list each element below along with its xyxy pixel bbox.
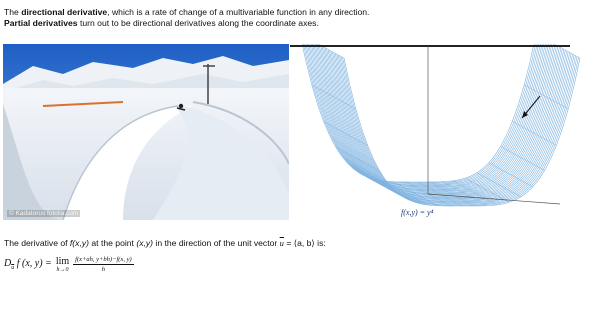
statement-function: f(x,y) [69, 238, 90, 248]
formula-lim-subscript: h→0 [56, 267, 69, 273]
formula-d-subscript: u [11, 265, 15, 271]
unit-vector-symbol: $\overline{u}$ [279, 238, 284, 248]
intro-line-1 [4, 7, 369, 18]
halfpipe-photo [3, 44, 289, 220]
surface-mesh-line [315, 44, 551, 190]
statement-mid2: in the direction of the unit vector [153, 238, 280, 248]
formula-lhs [4, 258, 52, 271]
surface-y4-graph [290, 44, 590, 220]
statement-equation: = ⟨a, b⟩ is: [283, 238, 326, 248]
formula-d: D [4, 258, 12, 269]
intro-line-1-prefix: The [4, 7, 22, 17]
surface-mesh-line [318, 44, 554, 192]
directional-derivative-term: directional derivative [21, 7, 108, 17]
statement-mid: at the point [89, 238, 137, 248]
surface-mesh-line [316, 44, 552, 191]
formula-lhs-rest: f (x, y) = [16, 258, 52, 269]
photo-credit: © Kadatorus fotolia.com [9, 210, 79, 217]
halfpipe-illustration [3, 44, 289, 220]
intro-line-2-rest: turn out to be directional derivatives along the coordinate axes. [77, 17, 319, 28]
formula-lim: lim [55, 256, 70, 267]
formula-fraction [73, 256, 133, 273]
formula-limit [56, 256, 69, 273]
formula-numerator: f(x+ah, y+bh)−f(x, y) [75, 256, 132, 263]
intro-text [4, 7, 369, 28]
intro-line-2 [4, 18, 369, 29]
statement-prefix: The derivative of [4, 238, 70, 248]
derivative-statement [4, 238, 326, 249]
formula-denominator: h [101, 266, 106, 273]
intro-line-1-rest: , which is a rate of change of a multivariable function in any direction. [107, 7, 370, 17]
surface-plot [290, 44, 590, 220]
function-label: f(x,y) = y⁴ [401, 208, 434, 217]
statement-point: (x,y) [136, 238, 154, 248]
partial-derivatives-term: Partial derivatives [4, 17, 78, 28]
directional-derivative-formula [4, 256, 134, 273]
surface-mesh-line [321, 45, 557, 193]
surface-mesh-line [319, 44, 555, 192]
